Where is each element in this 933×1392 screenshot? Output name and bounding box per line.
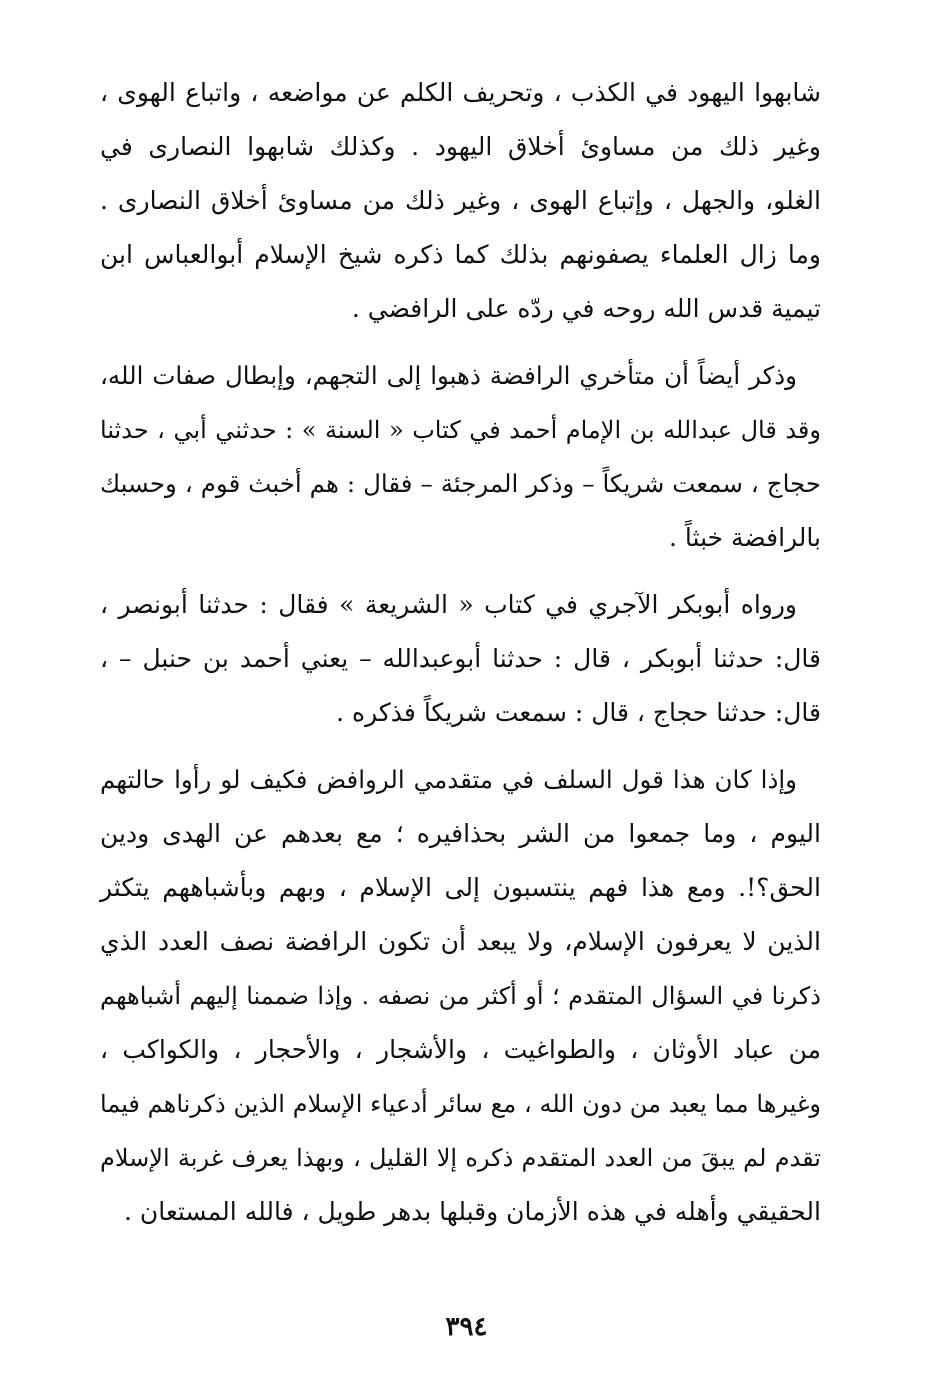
text-line: بالرافضة خبثاً . — [669, 523, 821, 552]
paragraph-3 — [100, 578, 821, 740]
text-line: الذين لا يعرفون الإسلام، ولا يبعد أن تكون الرافضة نصف العدد الذي — [100, 927, 821, 956]
text-line: وقد قال عبدالله بن الإمام أحمد في كتاب « السنة » : حدثني أبي ، حدثنا — [100, 416, 821, 444]
text-line: حجاج ، سمعت شريكاً – وذكر المرجئة – فقال : هم أخبث قوم ، وحسبك — [100, 469, 821, 498]
text-line: الحقيقي وأهله في هذه الأزمان وقبلها بدهر طويل ، فالله المستعان . — [123, 1197, 821, 1226]
text-line: تيمية قدس الله روحه في ردّه على الرافضي . — [351, 294, 821, 323]
text-line: وإذا كان هذا قول السلف في متقدمي الروافض فكيف لو رأوا حالتهم — [100, 765, 797, 794]
text-line: من عباد الأوثان ، والطواغيت ، والأشجار ، والأحجار ، والكواكب ، — [100, 1035, 821, 1064]
text-line: شابهوا اليهود في الكذب ، وتحريف الكلم عن مواضعه ، واتباع الهوى ، — [100, 78, 821, 107]
text-line: وما زال العلماء يصفونهم بذلك كما ذكره شيخ الإسلام أبوالعباس ابن — [100, 240, 821, 269]
paragraph-1 — [100, 66, 821, 336]
paragraph-2 — [100, 349, 821, 565]
page-number: ٣٩٤ — [445, 1312, 488, 1342]
body-text — [100, 66, 821, 1239]
paragraph-4 — [100, 753, 821, 1239]
text-line: وغيرها مما يعبد من دون الله ، مع سائر أدعياء الإسلام الذين ذكرناهم فيما — [100, 1090, 822, 1118]
text-line: قال: حدثنا أبوبكر ، قال : حدثنا أبوعبدالله – يعني أحمد بن حنبل – ، — [100, 644, 821, 673]
text-line: ذكرنا في السؤال المتقدم ؛ أو أكثر من نصفه . وإذا ضممنا إليهم أشباههم — [100, 982, 821, 1010]
text-line: وذكر أيضاً أن متأخري الرافضة ذهبوا إلى التجهم، وإبطال صفات الله، — [100, 361, 797, 390]
text-line: تقدم لم يبقَ من العدد المتقدم ذكره إلا القليل ، وبهذا يعرف غربة الإسلام — [100, 1144, 821, 1172]
text-line: ورواه أبوبكر الآجري في كتاب « الشريعة » فقال : حدثنا أبونصر ، — [100, 590, 797, 619]
text-line: اليوم ، وما جمعوا من الشر بحذافيره ؛ مع بعدهم عن الهدى ودين — [100, 819, 821, 848]
text-line: وغير ذلك من مساوئ أخلاق اليهود . وكذلك شابهوا النصارى في — [100, 132, 821, 161]
text-line: الحق؟!. ومع هذا فهم ينتسبون إلى الإسلام ، وبهم وبأشباههم يتكثر — [100, 873, 821, 902]
text-line: الغلو، والجهل ، وإتباع الهوى ، وغير ذلك من مساوئ أخلاق النصارى . — [100, 186, 821, 215]
text-line: قال: حدثنا حجاج ، قال : سمعت شريكاً فذكره . — [336, 698, 821, 727]
